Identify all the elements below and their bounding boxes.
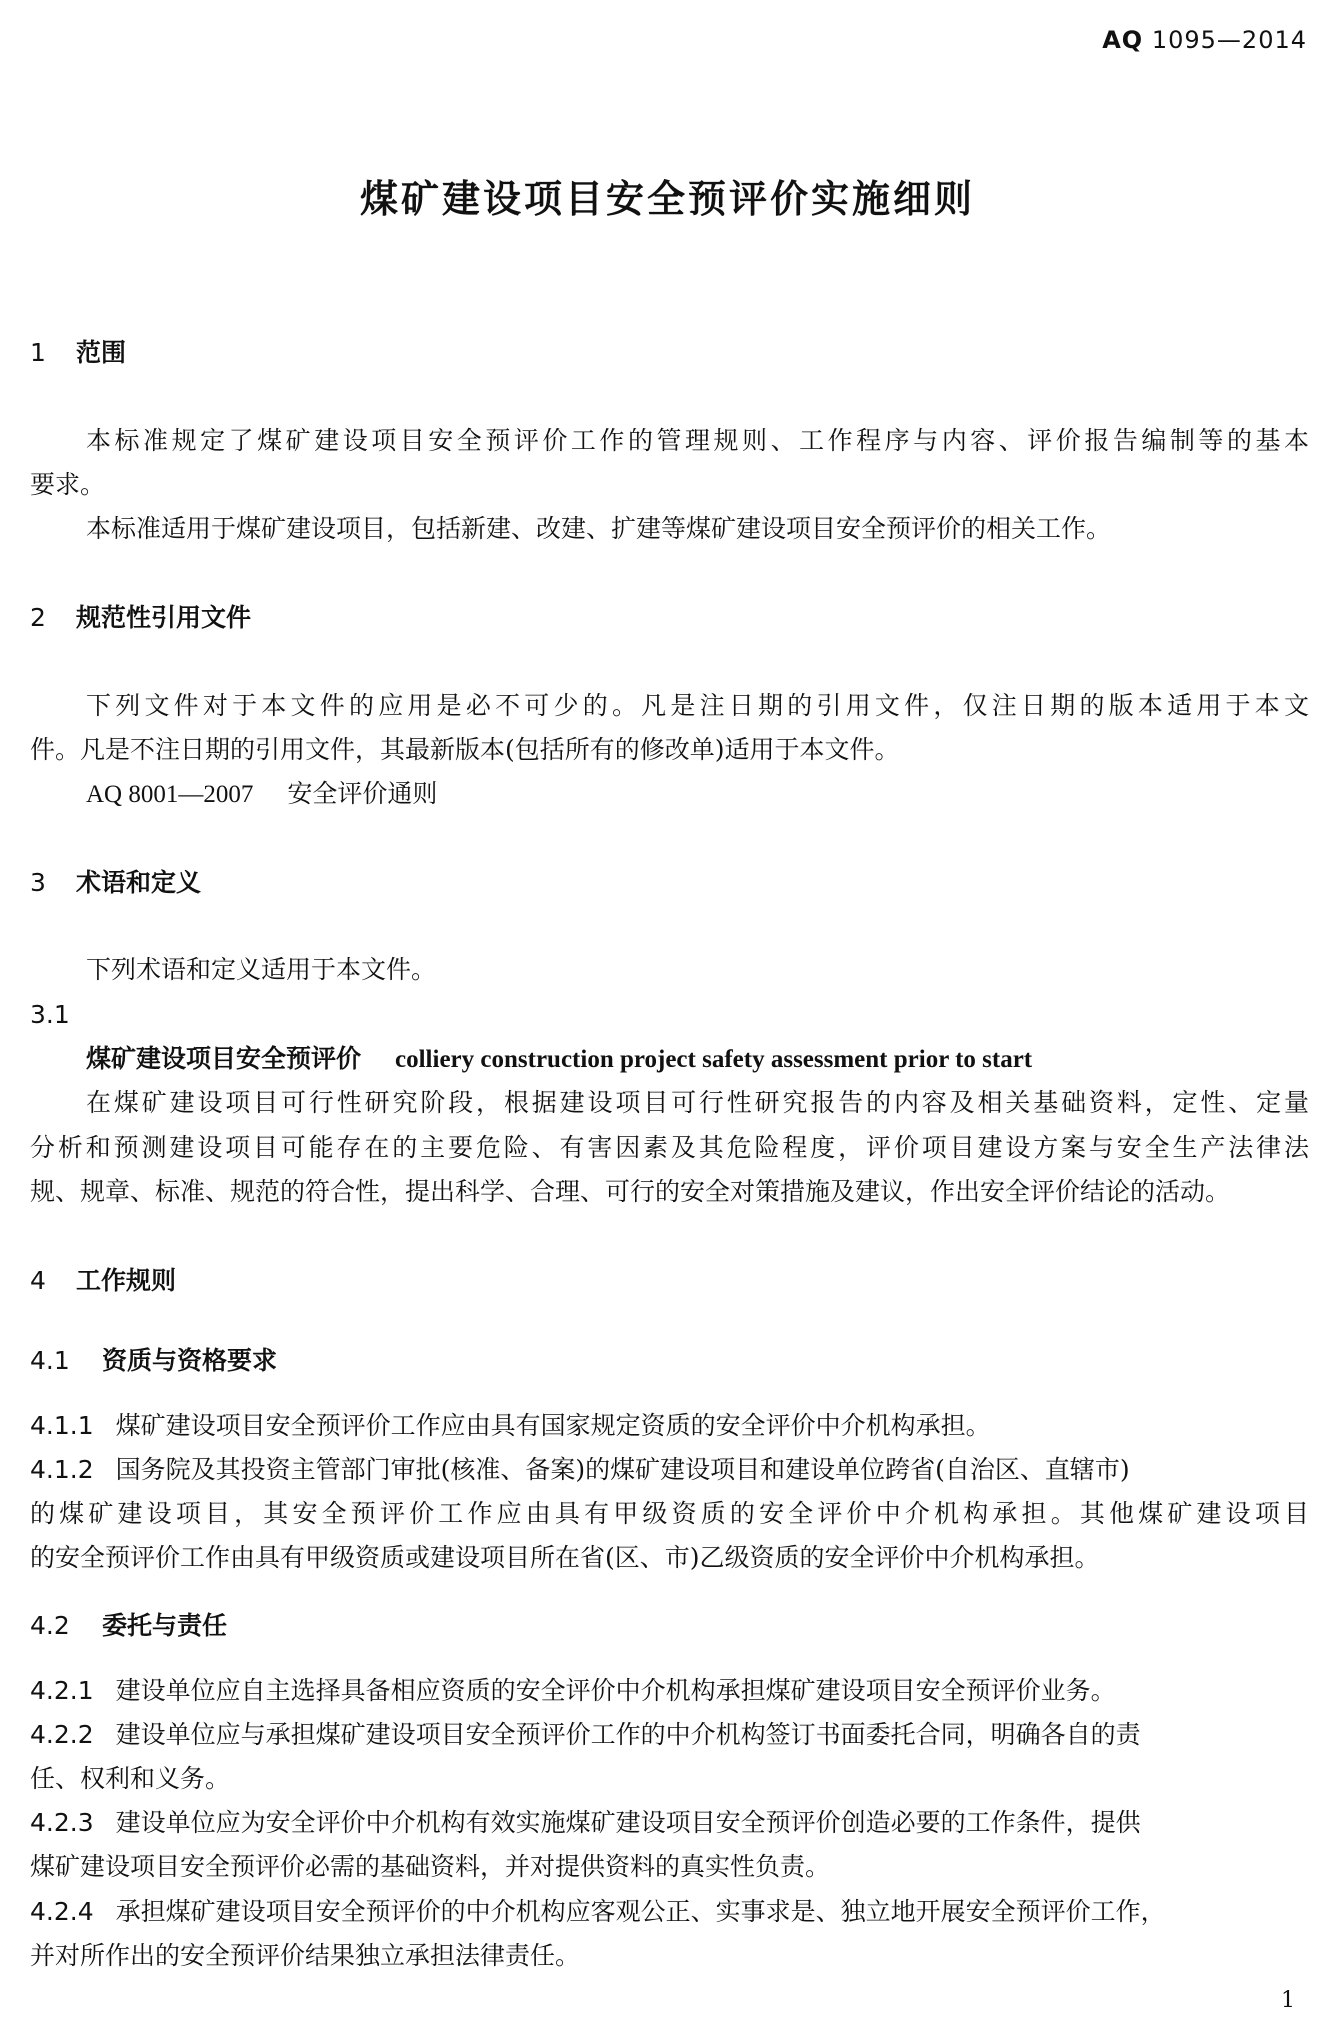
clause-number: 4.2.3 xyxy=(30,1808,94,1837)
clause-text: 建设单位应与承担煤矿建设项目安全预评价工作的中介机构签订书面委托合同，明确各自的责 xyxy=(115,1720,1141,1749)
reference-code: AQ 8001—2007 xyxy=(86,781,254,808)
clause-4-2-4 xyxy=(30,1897,1309,1927)
section-1-heading xyxy=(30,338,1309,368)
standard-code xyxy=(1102,26,1307,54)
paragraph-line: 要求。 xyxy=(30,470,106,499)
subsection-number: 4.2 xyxy=(30,1611,70,1640)
subsection-4-2-heading xyxy=(30,1611,1309,1641)
section-2-heading xyxy=(30,603,1309,633)
term-entry xyxy=(86,1044,1309,1075)
section-title: 规范性引用文件 xyxy=(76,603,252,632)
section-title: 工作规则 xyxy=(76,1266,177,1295)
definition-line: 在煤矿建设项目可行性研究阶段，根据建设项目可行性研究报告的内容及相关基础资料，定性、定量 xyxy=(86,1088,1309,1117)
section-4-heading xyxy=(30,1266,1309,1296)
section-number: 1 xyxy=(30,338,46,367)
clause-line: 并对所作出的安全预评价结果独立承担法律责任。 xyxy=(30,1941,581,1970)
clause-line: 煤矿建设项目安全预评价必需的基础资料，并对提供资料的真实性负责。 xyxy=(30,1852,831,1881)
clause-4-2-1 xyxy=(30,1676,1309,1706)
term-english: colliery construction project safety assessment prior to start xyxy=(395,1046,1033,1073)
clause-number: 4.2.1 xyxy=(30,1676,94,1705)
paragraph-line: 下列术语和定义适用于本文件。 xyxy=(86,955,437,984)
section-title: 范围 xyxy=(76,338,127,367)
paragraph-line: 本标准适用于煤矿建设项目，包括新建、改建、扩建等煤矿建设项目安全预评价的相关工作。 xyxy=(86,514,1112,543)
clause-4-2-3 xyxy=(30,1808,1309,1838)
subsection-number: 4.1 xyxy=(30,1346,70,1375)
clause-text: 承担煤矿建设项目安全预评价的中介机构应客观公正、实事求是、独立地开展安全预评价工作， xyxy=(115,1897,1166,1926)
paragraph-line: 下列文件对于本文件的应用是必不可少的。凡是注日期的引用文件，仅注日期的版本适用于本文 xyxy=(86,691,1309,720)
definition-line: 分析和预测建设项目可能存在的主要危险、有害因素及其危险程度，评价项目建设方案与安全生产法律法 xyxy=(30,1133,1309,1162)
subsection-title: 资质与资格要求 xyxy=(102,1346,278,1375)
definition-line: 规、规章、标准、规范的符合性，提出科学、合理、可行的安全对策措施及建议，作出安全评价结论的活动。 xyxy=(30,1177,1231,1206)
section-number: 4 xyxy=(30,1266,46,1295)
clause-number: 4.1.1 xyxy=(30,1411,94,1440)
clause-text: 建设单位应为安全评价中介机构有效实施煤矿建设项目安全预评价创造必要的工作条件，提供 xyxy=(115,1808,1141,1837)
clause-line: 的安全预评价工作由具有甲级资质或建设项目所在省(区、市)乙级资质的安全评价中介机构承担。 xyxy=(30,1543,1100,1572)
clause-line: 的煤矿建设项目，其安全预评价工作应由具有甲级资质的安全评价中介机构承担。其他煤矿建设项目 xyxy=(30,1499,1309,1528)
clause-number: 4.2.2 xyxy=(30,1720,94,1749)
document-title: 煤矿建设项目安全预评价实施细则 xyxy=(359,177,975,221)
section-3-heading xyxy=(30,868,1309,898)
subsection-title: 委托与责任 xyxy=(102,1611,228,1640)
paragraph-line: 件。凡是不注日期的引用文件，其最新版本(包括所有的修改单)适用于本文件。 xyxy=(30,735,900,764)
reference-title: 安全评价通则 xyxy=(287,779,438,808)
clause-4-1-2 xyxy=(30,1455,1309,1485)
clause-text: 建设单位应自主选择具备相应资质的安全评价中介机构承担煤矿建设项目安全预评价业务。 xyxy=(115,1676,1116,1705)
paragraph-line: 本标准规定了煤矿建设项目安全预评价工作的管理规则、工作程序与内容、评价报告编制等的基本 xyxy=(86,426,1309,455)
term-chinese: 煤矿建设项目安全预评价 xyxy=(86,1044,362,1073)
section-number: 2 xyxy=(30,603,46,632)
clause-number: 4.2.4 xyxy=(30,1897,94,1926)
code-number: 1095—2014 xyxy=(1151,26,1307,54)
clause-text: 国务院及其投资主管部门审批(核准、备案)的煤矿建设项目和建设单位跨省(自治区、直辖市) xyxy=(115,1455,1130,1484)
code-prefix: AQ xyxy=(1102,26,1144,54)
section-title: 术语和定义 xyxy=(76,868,202,897)
clause-line: 任、权利和义务。 xyxy=(30,1764,231,1793)
clause-text: 煤矿建设项目安全预评价工作应由具有国家规定资质的安全评价中介机构承担。 xyxy=(115,1411,991,1440)
normative-reference xyxy=(86,779,1309,810)
term-number: 3.1 xyxy=(30,1000,70,1029)
section-number: 3 xyxy=(30,868,46,897)
subsection-4-1-heading xyxy=(30,1346,1309,1376)
clause-4-1-1 xyxy=(30,1411,1309,1441)
page-number: 1 xyxy=(1281,1988,1295,2013)
clause-number: 4.1.2 xyxy=(30,1455,94,1484)
clause-4-2-2 xyxy=(30,1720,1309,1750)
